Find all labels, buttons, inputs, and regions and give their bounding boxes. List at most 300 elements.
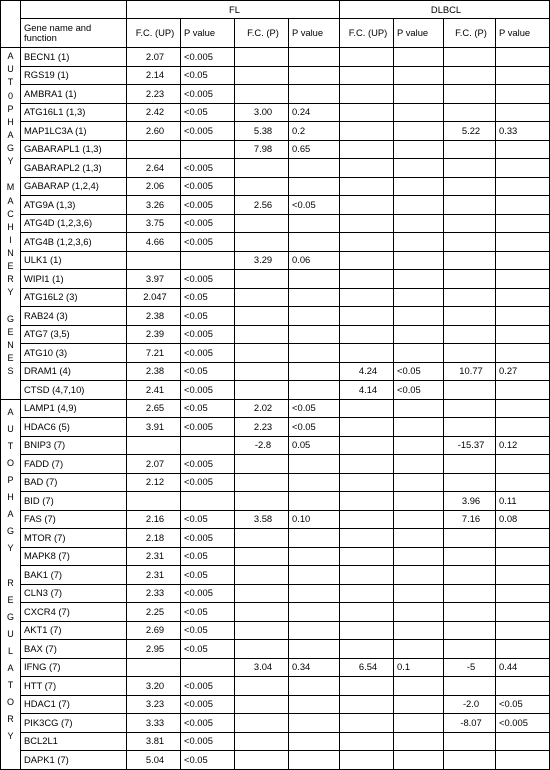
value-cell xyxy=(235,177,289,196)
gene-name-cell: FADD (7) xyxy=(21,455,127,474)
value-cell xyxy=(394,584,444,603)
value-cell: 2.23 xyxy=(235,418,289,437)
value-cell: <0.005 xyxy=(181,418,235,437)
value-cell xyxy=(340,436,394,455)
value-cell: 2.25 xyxy=(127,603,181,622)
gene-name-cell: HTT (7) xyxy=(21,677,127,696)
value-cell xyxy=(235,677,289,696)
table-row xyxy=(1,492,550,511)
value-cell xyxy=(340,399,394,418)
table-row xyxy=(1,159,550,178)
value-cell: 10.77 xyxy=(444,362,496,381)
value-cell: 4.66 xyxy=(127,233,181,252)
value-cell xyxy=(127,436,181,455)
value-cell xyxy=(127,492,181,511)
value-cell: 2.39 xyxy=(127,325,181,344)
value-cell: <0.05 xyxy=(181,66,235,85)
value-cell: <0.05 xyxy=(181,751,235,770)
category-label-text: A U T O P H A G Y R E G U L A T O R Y xyxy=(6,406,14,742)
value-cell xyxy=(340,751,394,770)
value-cell: <0.05 xyxy=(289,399,340,418)
value-cell xyxy=(394,492,444,511)
value-cell xyxy=(289,677,340,696)
value-cell: 3.00 xyxy=(235,103,289,122)
value-cell xyxy=(496,399,550,418)
gene-name-cell: DRAM1 (4) xyxy=(21,362,127,381)
value-cell xyxy=(235,640,289,659)
value-cell xyxy=(289,473,340,492)
value-cell xyxy=(394,529,444,548)
value-cell: 2.42 xyxy=(127,103,181,122)
value-cell xyxy=(394,177,444,196)
value-cell xyxy=(289,48,340,67)
value-cell: <0.05 xyxy=(289,196,340,215)
value-cell: 3.81 xyxy=(127,732,181,751)
value-cell: 0.44 xyxy=(496,658,550,677)
value-cell xyxy=(289,566,340,585)
table-row xyxy=(1,547,550,566)
table-row xyxy=(1,270,550,289)
value-cell: <0.005 xyxy=(181,529,235,548)
value-cell xyxy=(340,418,394,437)
value-cell xyxy=(235,270,289,289)
value-cell: <0.05 xyxy=(394,362,444,381)
value-cell xyxy=(496,603,550,622)
table-row xyxy=(1,473,550,492)
value-cell: <0.05 xyxy=(181,307,235,326)
value-cell xyxy=(394,751,444,770)
value-cell xyxy=(340,566,394,585)
value-cell xyxy=(289,603,340,622)
value-cell: 2.64 xyxy=(127,159,181,178)
value-cell xyxy=(340,214,394,233)
gene-name-cell: ULK1 (1) xyxy=(21,251,127,270)
value-cell: <0.05 xyxy=(181,603,235,622)
value-cell xyxy=(289,85,340,104)
value-cell xyxy=(340,288,394,307)
value-cell: 3.33 xyxy=(127,714,181,733)
table-row xyxy=(1,85,550,104)
value-cell: <0.05 xyxy=(181,399,235,418)
gene-name-cell: BAX (7) xyxy=(21,640,127,659)
value-cell: 2.56 xyxy=(235,196,289,215)
value-cell xyxy=(181,436,235,455)
value-cell: 2.65 xyxy=(127,399,181,418)
value-cell: 2.41 xyxy=(127,381,181,400)
table-row xyxy=(1,288,550,307)
value-cell xyxy=(289,732,340,751)
value-cell xyxy=(496,196,550,215)
value-cell xyxy=(235,751,289,770)
value-cell: 4.24 xyxy=(340,362,394,381)
value-cell xyxy=(496,732,550,751)
value-cell xyxy=(444,751,496,770)
column-header: P value xyxy=(394,19,444,48)
table-row xyxy=(1,732,550,751)
value-cell: 3.29 xyxy=(235,251,289,270)
value-cell: 6.54 xyxy=(340,658,394,677)
value-cell xyxy=(235,362,289,381)
value-cell xyxy=(496,103,550,122)
gene-name-cell: GABARAPL2 (1,3) xyxy=(21,159,127,178)
table-row xyxy=(1,510,550,529)
value-cell: <0.005 xyxy=(181,270,235,289)
value-cell xyxy=(444,677,496,696)
value-cell xyxy=(235,159,289,178)
table-row xyxy=(1,177,550,196)
value-cell xyxy=(394,66,444,85)
gene-name-cell: GABARAPL1 (1,3) xyxy=(21,140,127,159)
value-cell: <0.005 xyxy=(181,584,235,603)
gene-name-cell: MAPK8 (7) xyxy=(21,547,127,566)
value-cell: 2.31 xyxy=(127,547,181,566)
header-row-groups xyxy=(1,1,550,19)
table-body xyxy=(1,48,550,770)
table-row xyxy=(1,621,550,640)
gene-name-cell: GABARAP (1,2,4) xyxy=(21,177,127,196)
value-cell xyxy=(394,325,444,344)
value-cell xyxy=(496,381,550,400)
table-row xyxy=(1,695,550,714)
value-cell: <0.005 xyxy=(181,381,235,400)
value-cell xyxy=(289,584,340,603)
value-cell: 2.18 xyxy=(127,529,181,548)
value-cell xyxy=(235,85,289,104)
value-cell: 0.2 xyxy=(289,122,340,141)
value-cell xyxy=(340,233,394,252)
value-cell xyxy=(394,677,444,696)
value-cell xyxy=(235,529,289,548)
value-cell: 2.12 xyxy=(127,473,181,492)
value-cell: <0.05 xyxy=(181,510,235,529)
value-cell: <0.005 xyxy=(181,325,235,344)
value-cell xyxy=(235,325,289,344)
gene-name-cell: BAD (7) xyxy=(21,473,127,492)
value-cell xyxy=(340,547,394,566)
column-header: F.C. (UP) xyxy=(127,19,181,48)
value-cell xyxy=(394,159,444,178)
table-row xyxy=(1,103,550,122)
value-cell xyxy=(289,492,340,511)
value-cell: <0.005 xyxy=(181,85,235,104)
value-cell: <0.005 xyxy=(181,122,235,141)
table-row xyxy=(1,640,550,659)
value-cell xyxy=(235,233,289,252)
value-cell xyxy=(394,547,444,566)
value-cell xyxy=(394,621,444,640)
value-cell xyxy=(289,233,340,252)
table-row xyxy=(1,214,550,233)
value-cell: 3.26 xyxy=(127,196,181,215)
value-cell xyxy=(444,640,496,659)
value-cell xyxy=(444,732,496,751)
value-cell xyxy=(394,418,444,437)
value-cell xyxy=(496,418,550,437)
value-cell xyxy=(496,751,550,770)
table-row xyxy=(1,140,550,159)
value-cell: 7.16 xyxy=(444,510,496,529)
table-row xyxy=(1,714,550,733)
value-cell xyxy=(394,288,444,307)
value-cell xyxy=(289,325,340,344)
table-row xyxy=(1,307,550,326)
value-cell xyxy=(235,66,289,85)
gene-name-cell: BAK1 (7) xyxy=(21,566,127,585)
value-cell xyxy=(340,159,394,178)
value-cell xyxy=(289,159,340,178)
gene-name-cell: CXCR4 (7) xyxy=(21,603,127,622)
value-cell xyxy=(289,751,340,770)
value-cell: 0.27 xyxy=(496,362,550,381)
value-cell xyxy=(340,677,394,696)
table-row xyxy=(1,362,550,381)
header-gene-top-cell xyxy=(21,1,127,19)
value-cell: 0.65 xyxy=(289,140,340,159)
value-cell: <0.005 xyxy=(181,473,235,492)
value-cell: -2.0 xyxy=(444,695,496,714)
value-cell xyxy=(444,159,496,178)
value-cell xyxy=(444,214,496,233)
gene-name-cell: PIK3CG (7) xyxy=(21,714,127,733)
value-cell xyxy=(289,640,340,659)
gene-name-cell: HDAC6 (5) xyxy=(21,418,127,437)
value-cell xyxy=(496,159,550,178)
value-cell xyxy=(394,196,444,215)
value-cell xyxy=(289,307,340,326)
value-cell xyxy=(394,436,444,455)
value-cell: <0.05 xyxy=(181,288,235,307)
value-cell xyxy=(289,344,340,363)
value-cell xyxy=(289,621,340,640)
gene-name-cell: AKT1 (7) xyxy=(21,621,127,640)
value-cell xyxy=(394,399,444,418)
value-cell xyxy=(289,547,340,566)
table-row xyxy=(1,751,550,770)
value-cell: 0.06 xyxy=(289,251,340,270)
value-cell xyxy=(444,177,496,196)
value-cell: <0.005 xyxy=(181,196,235,215)
column-header: F.C. (P) xyxy=(235,19,289,48)
value-cell: 0.08 xyxy=(496,510,550,529)
value-cell: 0.24 xyxy=(289,103,340,122)
column-header: F.C. (UP) xyxy=(340,19,394,48)
category-label-text: A U T 0 P H A G Y M A C H I N E R Y G E N E S xyxy=(6,51,15,377)
value-cell xyxy=(496,251,550,270)
value-cell: 2.047 xyxy=(127,288,181,307)
value-cell xyxy=(235,492,289,511)
value-cell xyxy=(181,140,235,159)
value-cell xyxy=(496,547,550,566)
gene-name-cell: RAB24 (3) xyxy=(21,307,127,326)
value-cell xyxy=(496,85,550,104)
value-cell: 2.33 xyxy=(127,584,181,603)
value-cell xyxy=(235,695,289,714)
table-row xyxy=(1,399,550,418)
value-cell: -15.37 xyxy=(444,436,496,455)
value-cell xyxy=(394,48,444,67)
value-cell xyxy=(235,344,289,363)
value-cell xyxy=(235,714,289,733)
value-cell xyxy=(444,307,496,326)
value-cell xyxy=(444,196,496,215)
value-cell xyxy=(444,381,496,400)
value-cell: <0.05 xyxy=(181,640,235,659)
table-row xyxy=(1,325,550,344)
value-cell xyxy=(394,566,444,585)
value-cell xyxy=(235,48,289,67)
value-cell xyxy=(289,529,340,548)
header-row-columns xyxy=(1,19,550,48)
gene-name-cell: WIPI1 (1) xyxy=(21,270,127,289)
value-cell xyxy=(444,251,496,270)
value-cell xyxy=(444,325,496,344)
value-cell: 2.23 xyxy=(127,85,181,104)
value-cell xyxy=(340,621,394,640)
value-cell xyxy=(444,473,496,492)
value-cell: <0.005 xyxy=(181,214,235,233)
value-cell xyxy=(340,66,394,85)
gene-name-cell: ATG4D (1,2,3,6) xyxy=(21,214,127,233)
gene-name-cell: CTSD (4,7,10) xyxy=(21,381,127,400)
gene-name-cell: ATG16L1 (1,3) xyxy=(21,103,127,122)
gene-name-cell: IFNG (7) xyxy=(21,658,127,677)
gene-name-cell: ATG10 (3) xyxy=(21,344,127,363)
value-cell xyxy=(340,122,394,141)
value-cell: 7.21 xyxy=(127,344,181,363)
value-cell xyxy=(235,621,289,640)
value-cell xyxy=(444,418,496,437)
value-cell: <0.005 xyxy=(181,177,235,196)
value-cell xyxy=(444,547,496,566)
header-corner-cell xyxy=(1,1,21,48)
value-cell xyxy=(394,85,444,104)
gene-name-cell: BCL2L1 xyxy=(21,732,127,751)
column-header: P value xyxy=(181,19,235,48)
value-cell xyxy=(235,603,289,622)
value-cell: 2.38 xyxy=(127,307,181,326)
value-cell xyxy=(394,251,444,270)
value-cell xyxy=(340,307,394,326)
value-cell xyxy=(181,251,235,270)
value-cell xyxy=(289,695,340,714)
value-cell xyxy=(127,251,181,270)
value-cell: <0.05 xyxy=(394,381,444,400)
table-row xyxy=(1,455,550,474)
table-row xyxy=(1,436,550,455)
gene-name-cell: CLN3 (7) xyxy=(21,584,127,603)
value-cell xyxy=(444,103,496,122)
table-row xyxy=(1,584,550,603)
value-cell xyxy=(444,233,496,252)
value-cell xyxy=(394,233,444,252)
value-cell xyxy=(289,177,340,196)
value-cell xyxy=(394,103,444,122)
value-cell xyxy=(340,529,394,548)
value-cell: <0.05 xyxy=(181,547,235,566)
value-cell: 2.07 xyxy=(127,48,181,67)
value-cell xyxy=(127,140,181,159)
value-cell: 0.11 xyxy=(496,492,550,511)
value-cell: <0.005 xyxy=(496,714,550,733)
value-cell xyxy=(444,288,496,307)
value-cell xyxy=(444,529,496,548)
value-cell xyxy=(340,714,394,733)
value-cell: 5.38 xyxy=(235,122,289,141)
gene-column-header: Gene name and function xyxy=(21,19,127,48)
value-cell xyxy=(496,584,550,603)
value-cell xyxy=(496,48,550,67)
value-cell xyxy=(340,251,394,270)
value-cell xyxy=(444,344,496,363)
value-cell: 2.16 xyxy=(127,510,181,529)
value-cell xyxy=(340,85,394,104)
value-cell xyxy=(444,621,496,640)
value-cell xyxy=(181,658,235,677)
value-cell xyxy=(235,307,289,326)
gene-name-cell: BNIP3 (7) xyxy=(21,436,127,455)
table-row xyxy=(1,381,550,400)
value-cell xyxy=(289,270,340,289)
value-cell xyxy=(235,566,289,585)
gene-name-cell: MTOR (7) xyxy=(21,529,127,548)
value-cell xyxy=(340,48,394,67)
value-cell xyxy=(444,399,496,418)
value-cell: <0.005 xyxy=(181,677,235,696)
value-cell xyxy=(394,140,444,159)
value-cell xyxy=(394,695,444,714)
group-header-fl: FL xyxy=(127,1,340,19)
value-cell xyxy=(235,547,289,566)
value-cell: <0.005 xyxy=(181,233,235,252)
value-cell: 3.20 xyxy=(127,677,181,696)
value-cell: 0.10 xyxy=(289,510,340,529)
value-cell: 3.58 xyxy=(235,510,289,529)
value-cell xyxy=(340,584,394,603)
value-cell xyxy=(340,695,394,714)
value-cell xyxy=(340,177,394,196)
value-cell xyxy=(444,566,496,585)
value-cell xyxy=(496,233,550,252)
value-cell: <0.005 xyxy=(181,159,235,178)
value-cell xyxy=(394,122,444,141)
column-header: P value xyxy=(496,19,550,48)
value-cell: 3.91 xyxy=(127,418,181,437)
value-cell: 2.14 xyxy=(127,66,181,85)
value-cell: 4.14 xyxy=(340,381,394,400)
value-cell: <0.005 xyxy=(181,455,235,474)
value-cell xyxy=(444,603,496,622)
value-cell: -8.07 xyxy=(444,714,496,733)
value-cell xyxy=(496,344,550,363)
value-cell xyxy=(496,455,550,474)
value-cell xyxy=(235,455,289,474)
value-cell xyxy=(340,510,394,529)
value-cell: 5.04 xyxy=(127,751,181,770)
value-cell: <0.05 xyxy=(181,103,235,122)
value-cell xyxy=(394,714,444,733)
table-row xyxy=(1,344,550,363)
value-cell xyxy=(340,473,394,492)
value-cell xyxy=(235,473,289,492)
gene-name-cell: ATG16L2 (3) xyxy=(21,288,127,307)
group-header-dlbcl: DLBCL xyxy=(340,1,550,19)
value-cell xyxy=(444,270,496,289)
table-row xyxy=(1,603,550,622)
gene-name-cell: RGS19 (1) xyxy=(21,66,127,85)
gene-name-cell: AMBRA1 (1) xyxy=(21,85,127,104)
column-header: P value xyxy=(289,19,340,48)
value-cell xyxy=(496,140,550,159)
